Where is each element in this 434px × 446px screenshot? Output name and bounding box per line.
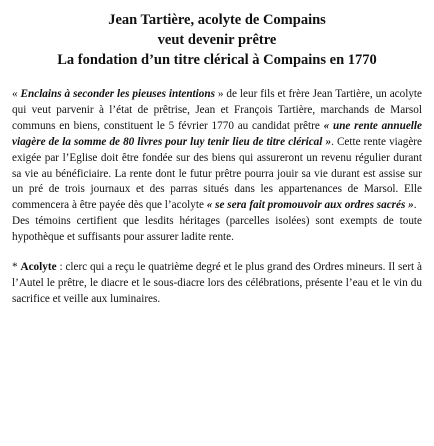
paragraph-temoins: Des témoins certifient que lesdits héritages (parcelles isolées) sont exempts de toute hypothèque et suffisants pour assurer ladite rente. xyxy=(12,215,422,244)
paragraph-text-1: » de leur fils et frère Jean Tartière, un acolyte qui veut parvenir à l’état de prêtrise, Jean et François Tartière, marchands de Marsol communs en biens, constituent le 5 février 1770 au candidat prêtre xyxy=(12,88,423,132)
footnote-marker: * xyxy=(12,261,21,274)
footnote-term: Acolyte xyxy=(20,261,57,274)
paragraph-text-3: . xyxy=(413,199,417,212)
title-line-3: La fondation d’un titre clérical à Compains en 1770 xyxy=(57,52,377,68)
footnote xyxy=(12,260,422,308)
quote-open: « xyxy=(12,88,21,100)
paragraph-text-2: . Cette rente viagère exigée par l’Eglise doit être fondée sur des biens qui assureront un revenu régulier durant sa vie au bénéficiaire. La rente dont le futur prêtre pourra jouir sa vie durant est assise sur un pré de trois journaux et des parras situés dans les appartenances de Marsol. Elle commencera à être payée dès que l’acolyte xyxy=(12,135,422,212)
quote-ordres-sacres: « se sera fait promouvoir aux ordres sacrés » xyxy=(206,199,414,212)
spacer xyxy=(12,246,422,260)
document-title xyxy=(12,10,422,70)
title-line-2: veut devenir prêtre xyxy=(157,32,277,48)
title-line-1: Jean Tartière, acolyte de Compains xyxy=(108,12,326,28)
quote-enclains: Enclains à seconder les pieuses intentions xyxy=(20,88,215,100)
footnote-text: : clerc qui a reçu le quatrième degré et le plus grand des Ordres mineurs. Il sert à l’Autel le prêtre, le diacre et le sous-diacre lors des célébrations, présente l’eau et le vin du sacrifice et veille aux luminaires. xyxy=(12,261,423,305)
paragraph-main xyxy=(12,87,422,214)
quote-rente: « une rente annuelle viagère de la somme de 80 livres pour luy tenir lieu de titre clérical » xyxy=(12,119,422,148)
document-body xyxy=(12,87,422,308)
